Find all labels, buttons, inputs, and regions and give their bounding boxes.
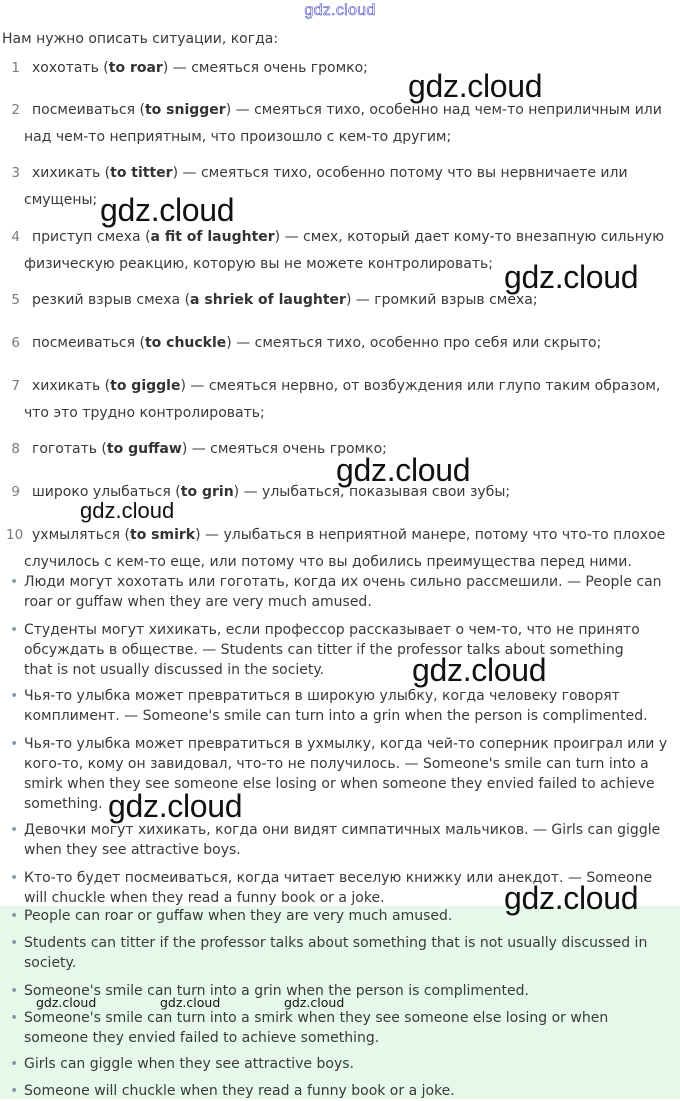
answer-text: Someone's smile can turn into a grin when the person is complimented. bbox=[24, 983, 529, 999]
definition-suffix: ) — смеяться тихо, особенно про себя или скрыто; bbox=[226, 335, 602, 351]
bullet-icon: • bbox=[10, 935, 19, 951]
definition-suffix: ) — смеяться очень громко; bbox=[162, 60, 368, 76]
definition-text bbox=[32, 60, 678, 76]
watermark: gdz.cloud bbox=[100, 192, 235, 228]
answer-item bbox=[0, 933, 678, 973]
example-text: Чья-то улыбка может превратиться в ухмылку, когда чей-то соперник проиграл или у кого-то, кому он завидовал, что-то не получилось. — Someone's smile can turn into a smirk when they see someone else losing or when someone they envied failed to achieve something. bbox=[24, 736, 668, 812]
definition-text bbox=[32, 165, 678, 181]
bullet-icon: • bbox=[10, 1083, 19, 1099]
definition-term: to titter bbox=[110, 165, 173, 181]
definition-number: 1 bbox=[11, 60, 20, 76]
definition-text bbox=[32, 102, 678, 118]
definition-number: 10 bbox=[6, 527, 24, 543]
definition-prefix: ухмыляться ( bbox=[32, 527, 130, 543]
answer-item bbox=[0, 1008, 678, 1048]
watermark: gdz.cloud bbox=[408, 68, 543, 104]
bullet-icon: • bbox=[10, 736, 19, 752]
bullet-icon: • bbox=[10, 688, 19, 704]
bullet-icon: • bbox=[10, 983, 19, 999]
definition-suffix: ) — смех, который дает кому-то внезапную сильную bbox=[274, 229, 664, 245]
watermark: gdz.cloud bbox=[504, 880, 639, 916]
bullet-icon: • bbox=[10, 574, 19, 590]
watermark: gdz.cloud bbox=[504, 259, 639, 295]
definition-text bbox=[32, 229, 678, 245]
definition-term: to roar bbox=[108, 60, 163, 76]
example-text: Девочки могут хихикать, когда они видят симпатичных мальчиков. — Girls can giggle when they see attractive boys. bbox=[24, 822, 661, 858]
answer-text: Someone's smile can turn into a smirk when they see someone else losing or when someone they envied failed to achieve something. bbox=[24, 1010, 609, 1046]
bullet-icon: • bbox=[10, 822, 19, 838]
definition-number: 3 bbox=[11, 165, 20, 181]
bullet-icon: • bbox=[10, 622, 19, 638]
definition-number: 9 bbox=[11, 484, 20, 500]
definition-term: to chuckle bbox=[144, 335, 227, 351]
bullet-icon: • bbox=[10, 870, 19, 886]
definition-prefix: гоготать ( bbox=[32, 441, 107, 457]
watermark: gdz.cloud bbox=[336, 452, 471, 488]
example-text: Кто-то будет посмеиваться, когда читает веселую книжку или анекдот. — Someone will chuckle when they read a funny book or a joke. bbox=[24, 870, 653, 906]
definition-prefix: хихикать ( bbox=[32, 165, 111, 181]
definition-prefix: посмеиваться ( bbox=[32, 335, 145, 351]
definition-prefix: посмеиваться ( bbox=[32, 102, 145, 118]
definition-number: 8 bbox=[11, 441, 20, 457]
definition-suffix: ) — громкий взрыв смеха; bbox=[345, 292, 538, 308]
example-text: Студенты могут хихикать, если профессор рассказывает о чем-то, что не принято обсуждать в обществе. — Students can titter if the professor talks about something that is not usually discussed in the society. bbox=[24, 622, 640, 678]
definition-term: to giggle bbox=[110, 378, 181, 394]
definition-term: to snigger bbox=[144, 102, 226, 118]
watermark: gdz.cloud bbox=[80, 498, 175, 523]
answer-text: Students can titter if the professor talks about something that is not usually discussed in society. bbox=[24, 935, 648, 971]
definition-term: to guffaw bbox=[106, 441, 182, 457]
definition-number: 6 bbox=[11, 335, 20, 351]
answer-text: Someone will chuckle when they read a funny book or a joke. bbox=[24, 1083, 455, 1099]
definition-prefix: хихикать ( bbox=[32, 378, 111, 394]
answer-item bbox=[0, 1054, 678, 1074]
definition-prefix: хохотать ( bbox=[32, 60, 109, 76]
definition-suffix: ) — улыбаться, показывая свои зубы; bbox=[233, 484, 511, 500]
definition-suffix: ) — смеяться нервно, от возбуждения или глупо таким образом, bbox=[180, 378, 661, 394]
bullet-icon: • bbox=[10, 1010, 19, 1026]
definition-number: 7 bbox=[11, 378, 20, 394]
answer-item bbox=[0, 1081, 678, 1101]
definition-number: 4 bbox=[11, 229, 20, 245]
definition-prefix: широко улыбаться ( bbox=[32, 484, 181, 500]
example-item bbox=[0, 620, 678, 680]
definition-continuation: случилось с кем-то еще, или потому что вы добились преимущества перед ними. bbox=[24, 554, 632, 570]
answer-text: People can roar or guffaw when they are very much amused. bbox=[24, 908, 453, 924]
definition-number: 2 bbox=[11, 102, 20, 118]
watermark: gdz.cloud bbox=[36, 995, 97, 1010]
definition-suffix: ) — улыбаться в неприятной манере, потому что что-то плохое bbox=[195, 527, 666, 543]
intro-text: Нам нужно описать ситуации, когда: bbox=[2, 31, 279, 47]
example-text: Чья-то улыбка может превратиться в широкую улыбку, когда человеку говорят комплимент. — Someone's smile can turn into a grin when the person is complimented. bbox=[24, 688, 648, 724]
bullet-icon: • bbox=[10, 1056, 19, 1072]
example-item bbox=[0, 572, 678, 612]
example-item bbox=[0, 734, 678, 814]
definition-suffix: ) — смеяться очень громко; bbox=[181, 441, 387, 457]
definition-term: a shriek of laughter bbox=[190, 292, 346, 308]
bullet-icon: • bbox=[10, 908, 19, 924]
header-watermark: gdz.cloud bbox=[304, 2, 376, 19]
example-item bbox=[0, 686, 678, 726]
definition-continuation: над чем-то неприятным, что произошло с кем-то другим; bbox=[24, 129, 452, 145]
watermark: gdz.cloud bbox=[160, 995, 221, 1010]
definition-number: 5 bbox=[11, 292, 20, 308]
definition-text bbox=[32, 527, 678, 543]
example-item bbox=[0, 820, 678, 860]
definition-prefix: резкий взрыв смеха ( bbox=[32, 292, 191, 308]
definition-prefix: приступ смеха ( bbox=[32, 229, 151, 245]
definition-continuation: что это трудно контролировать; bbox=[24, 405, 265, 421]
definition-continuation: физическую реакцию, которую вы не можете контролировать; bbox=[24, 256, 493, 272]
watermark: gdz.cloud bbox=[412, 652, 547, 688]
definition-suffix: ) — смеяться тихо, особенно над чем-то неприличным или bbox=[225, 102, 662, 118]
definition-text bbox=[32, 335, 678, 351]
definition-term: to smirk bbox=[130, 527, 196, 543]
definition-text bbox=[32, 378, 678, 394]
definition-term: to grin bbox=[180, 484, 234, 500]
definition-term: a fit of laughter bbox=[150, 229, 275, 245]
answer-text: Girls can giggle when they see attractive boys. bbox=[24, 1056, 354, 1072]
definition-continuation: смущены; bbox=[24, 192, 98, 208]
example-text: Люди могут хохотать или гоготать, когда их очень сильно рассмешили. — People can roar or guffaw when they are very much amused. bbox=[24, 574, 662, 610]
definition-suffix: ) — смеяться тихо, особенно потому что вы нервничаете или bbox=[172, 165, 628, 181]
watermark: gdz.cloud bbox=[108, 788, 243, 824]
watermark: gdz.cloud bbox=[284, 995, 345, 1010]
